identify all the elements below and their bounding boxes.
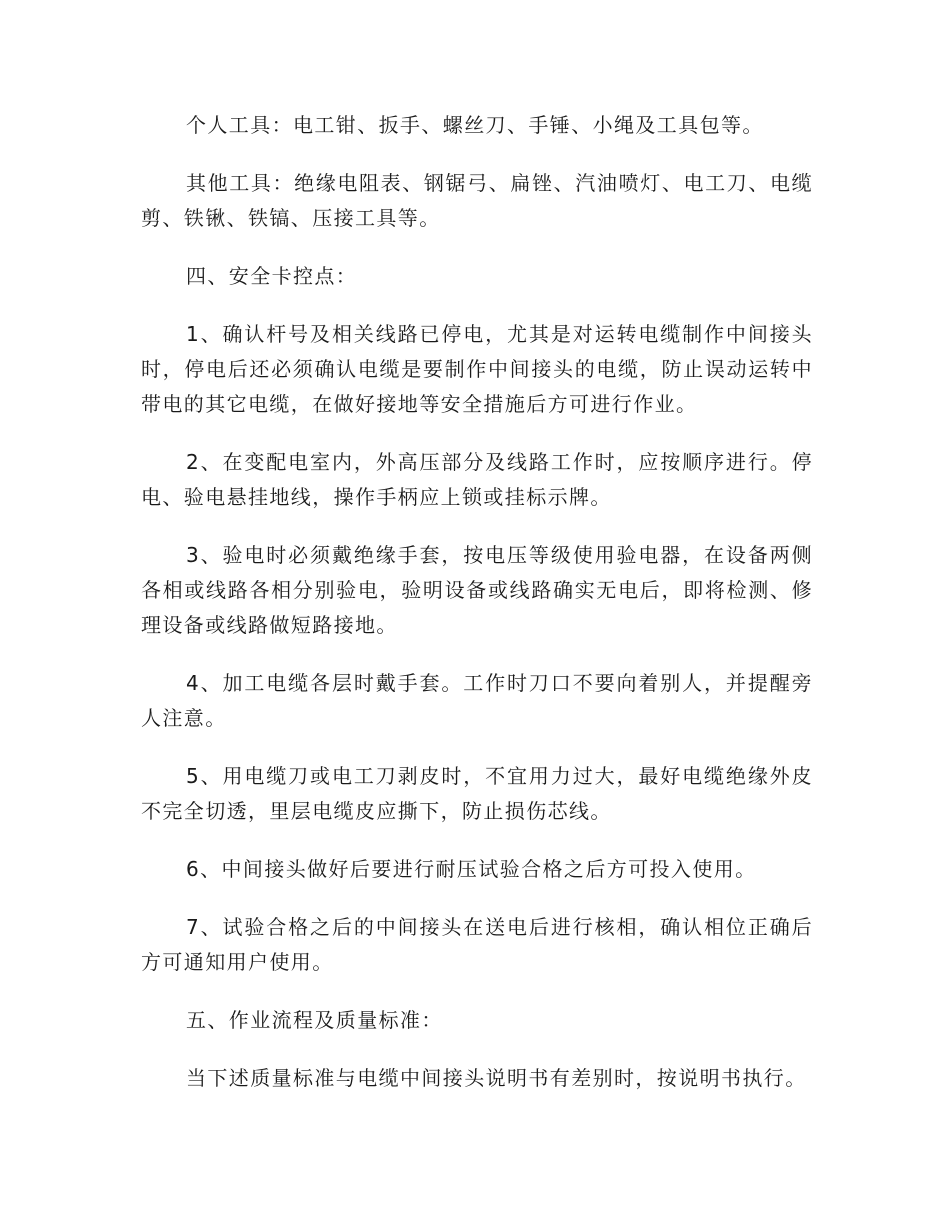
paragraph-safety-item-3: 3、验电时必须戴绝缘手套，按电压等级使用验电器，在设备两侧各相或线路各相分别验电，验明设备或线路确实无电后，即将检测、修理设备或线路做短路接地。 <box>141 543 813 637</box>
paragraph-safety-item-7: 7、试验合格之后的中间接头在送电后进行核相，确认相位正确后方可通知用户使用。 <box>141 915 813 974</box>
document-body <box>141 108 813 1119</box>
paragraph-safety-item-4: 4、加工电缆各层时戴手套。工作时刀口不要向着别人，并提醒旁人注意。 <box>141 671 813 730</box>
section-heading-workflow-quality: 五、作业流程及质量标准： <box>186 1008 443 1032</box>
paragraph-safety-item-6: 6、中间接头做好后要进行耐压试验合格之后方可投入使用。 <box>186 857 757 881</box>
paragraph-personal-tools: 个人工具：电工钳、扳手、螺丝刀、手锤、小绳及工具包等。 <box>186 113 764 137</box>
paragraph-quality-note: 当下述质量标准与电缆中间接头说明书有差别时，按说明书执行。 <box>186 1066 807 1090</box>
paragraph-safety-item-2: 2、在变配电室内，外高压部分及线路工作时，应按顺序进行。停电、验电悬挂地线，操作手柄应上锁或挂标示牌。 <box>141 450 813 509</box>
paragraph-safety-item-1: 1、确认杆号及相关线路已停电，尤其是对运转电缆制作中间接头时，停电后还必须确认电缆是要制作中间接头的电缆，防止误动运转中带电的其它电缆，在做好接地等安全措施后方可进行作业。 <box>141 322 813 416</box>
paragraph-safety-item-5: 5、用电缆刀或电工刀剥皮时，不宜用力过大，最好电缆绝缘外皮不完全切透，里层电缆皮应撕下，防止损伤芯线。 <box>141 764 813 823</box>
section-heading-safety-control-points: 四、安全卡控点： <box>186 264 358 288</box>
paragraph-other-tools: 其他工具：绝缘电阻表、钢锯弓、扁锉、汽油喷灯、电工刀、电缆剪、铁锹、铁镐、压接工具等。 <box>141 171 813 230</box>
